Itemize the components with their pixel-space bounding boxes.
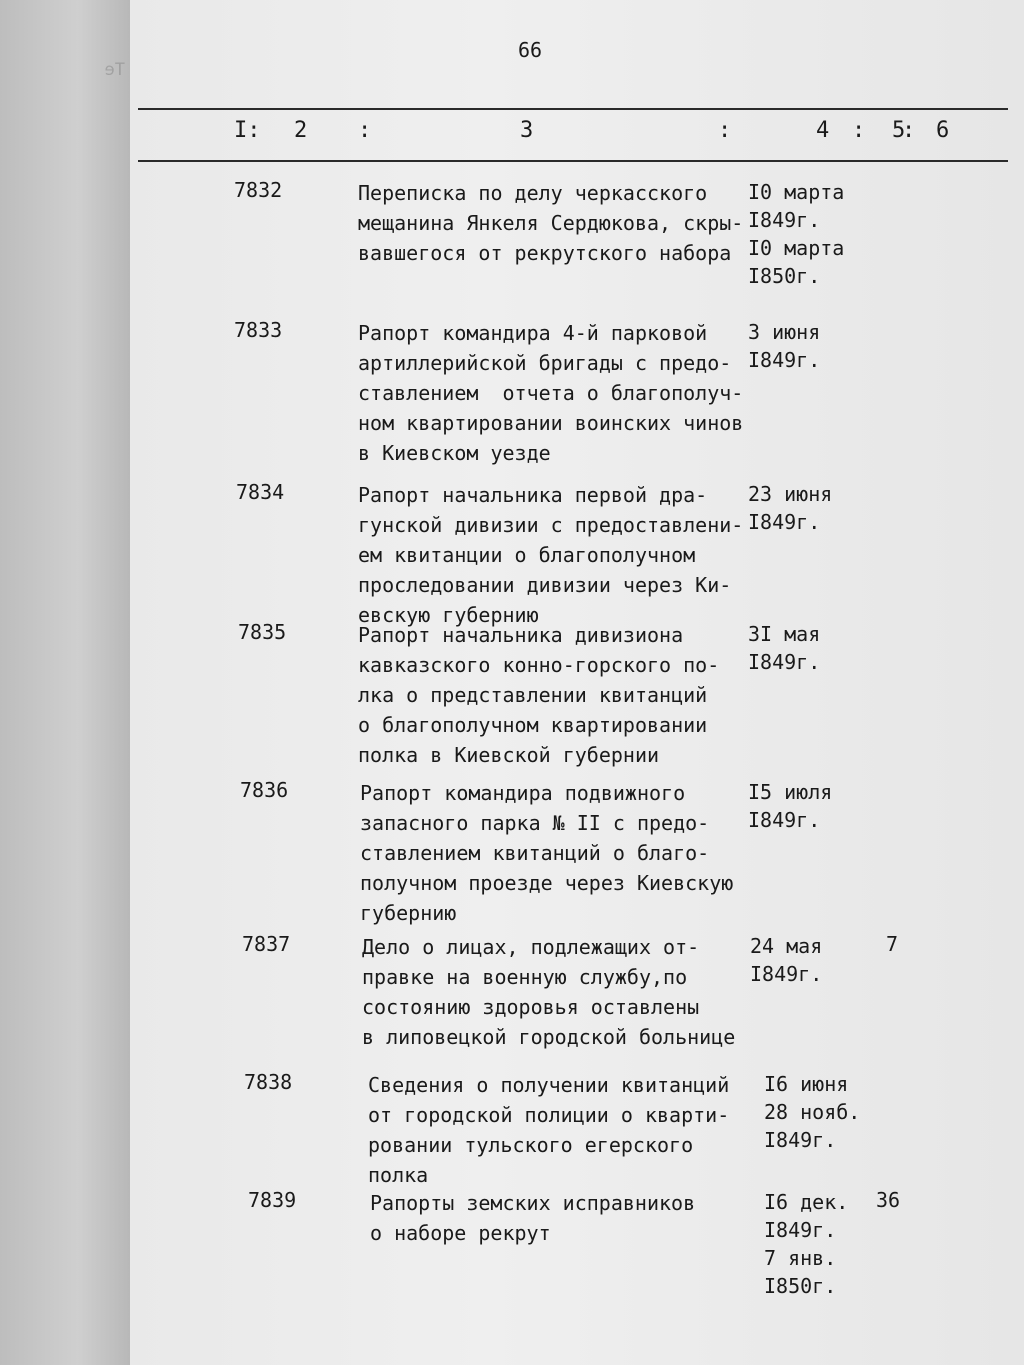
page-number: 66 — [518, 38, 543, 62]
header-col-3: 3 — [520, 118, 534, 143]
entry-number: 7839 — [248, 1188, 297, 1212]
bleed-through-text: Те — [104, 60, 125, 80]
entry-title: Дело о лицах, подлежащих от- правке на военную службу,по состоянию здоровья оставлены в липовецкой городской больнице — [362, 935, 736, 1049]
entry-number: 7837 — [242, 932, 291, 956]
header-top-rule — [138, 108, 1008, 110]
entry-number: 7836 — [240, 778, 289, 802]
entry-dates: 23 июня I849г. — [748, 482, 833, 534]
header-sep-4: : — [902, 118, 916, 143]
entry-number: 7834 — [236, 480, 285, 504]
header-col-1: I: — [234, 118, 261, 143]
entry-number: 7833 — [234, 318, 283, 342]
entry-dates: 3I мая I849г. — [748, 622, 821, 674]
entry-sheets: 36 — [876, 1188, 901, 1212]
entry-title: Переписка по делу черкасского мещанина Янкеля Сердюкова, скры- вавшегося от рекрутского набора — [358, 181, 744, 265]
entry-number: 7838 — [244, 1070, 293, 1094]
entry-title: Рапорт начальника первой дра- гунской дивизии с предоставлени- ем квитанции о благополучном проследовании дивизии через Ки- евскую губернию — [358, 483, 744, 627]
entry-number: 7832 — [234, 178, 283, 202]
entry-title: Рапорты земских исправников о наборе рекрут — [370, 1191, 696, 1245]
header-sep-2: : — [718, 118, 732, 143]
header-col-4: 4 — [816, 118, 830, 143]
archive-page — [130, 0, 1024, 1365]
header-col-5: 5 — [892, 118, 906, 143]
header-col-2: 2 — [294, 118, 308, 143]
facing-page-edge — [0, 0, 130, 1365]
entry-title: Сведения о получении квитанций от городской полиции о кварти- ровании тульского егерского полка — [368, 1073, 730, 1187]
header-bottom-rule — [138, 160, 1008, 162]
entry-dates: I6 дек. I849г. 7 янв. I850г. — [764, 1190, 849, 1298]
header-sep-1: : — [358, 118, 372, 143]
header-col-6: 6 — [936, 118, 950, 143]
entry-number: 7835 — [238, 620, 287, 644]
entry-dates: I0 марта I849г. I0 марта I850г. — [748, 180, 845, 288]
header-sep-3: : — [852, 118, 866, 143]
entry-dates: I5 июля I849г. — [748, 780, 833, 832]
entry-sheets: 7 — [886, 932, 899, 956]
entry-title: Рапорт начальника дивизиона кавказского конно-горского по- лка о представлении квитанций о благополучном квартировании полка в Киевской губернии — [358, 623, 720, 767]
entry-dates: 3 июня I849г. — [748, 320, 821, 372]
entry-title: Рапорт командира 4-й парковой артиллерийской бригады с предо- ставлением отчета о благополуч- ном квартировании воинских чинов в Киевском уезде — [358, 321, 744, 465]
entry-title: Рапорт командира подвижного запасного парка № II с предо- ставлением квитанций о благо- получном проезде через Киевскую губернию — [360, 781, 734, 925]
entry-dates: 24 мая I849г. — [750, 934, 823, 986]
entry-dates: I6 июня 28 нояб. I849г. — [764, 1072, 861, 1152]
